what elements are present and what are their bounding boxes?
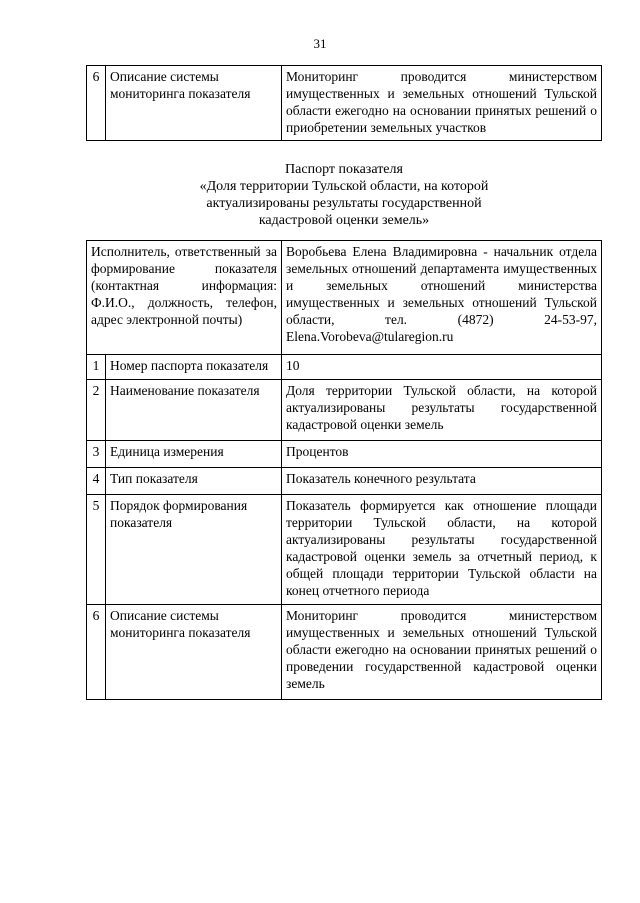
row-label: Тип показателя	[106, 468, 282, 495]
row-number: 6	[87, 605, 106, 700]
row-label: Наименование показателя	[106, 380, 282, 441]
heading-line: кадастровой оценки земель»	[258, 213, 430, 228]
row-number: 2	[87, 380, 106, 441]
row-value: Мониторинг проводится министерством имущественных и земельных отношений Тульской области ежегодно на основании принятых решений о проведении государственной кадастровой оценки земель	[282, 605, 602, 700]
row-value: Процентов	[282, 441, 602, 468]
executor-label: Исполнитель, ответственный за формирование показателя (контактная информация: Ф.И.О., должность, телефон, адрес электронной почты)	[87, 241, 282, 355]
table-row	[87, 495, 602, 605]
page-number: 31	[313, 36, 327, 51]
row-value: Показатель формируется как отношение площади территории Тульской области, на которой актуализированы результаты государственной кадастровой оценки земель за отчетный период, к общей площади территории Тульской области на конец отчетного периода	[282, 495, 602, 605]
passport-table	[86, 240, 602, 700]
table-row	[87, 441, 602, 468]
row-number: 1	[87, 355, 106, 380]
row-number: 4	[87, 468, 106, 495]
table-row	[87, 380, 602, 441]
row-value: 10	[282, 355, 602, 380]
row-label: Описание системы мониторинга показателя	[106, 605, 282, 700]
row-label: Номер паспорта показателя	[106, 355, 282, 380]
row-label: Описание системы мониторинга показателя	[106, 66, 282, 141]
table-row	[87, 355, 602, 380]
row-number: 6	[87, 66, 106, 141]
top-table	[86, 65, 602, 141]
passport-heading	[86, 161, 602, 229]
table-row	[87, 605, 602, 700]
row-number: 5	[87, 495, 106, 605]
table-row	[87, 468, 602, 495]
row-label: Единица измерения	[106, 441, 282, 468]
row-value: Доля территории Тульской области, на которой актуализированы результаты государственной кадастровой оценки земель	[282, 380, 602, 441]
executor-value: Воробьева Елена Владимировна - начальник отдела земельных отношений департамента имущественных и земельных отношений министерства имущественных и земельных отношений Тульской области, тел. (4872) 24-53-97, Elena.Vorobeva@tularegion.ru	[282, 241, 602, 355]
row-number: 3	[87, 441, 106, 468]
table-row	[87, 241, 602, 355]
row-label: Порядок формирования показателя	[106, 495, 282, 605]
heading-line: актуализированы результаты государственной	[206, 196, 482, 211]
heading-line: «Доля территории Тульской области, на которой	[199, 179, 489, 194]
heading-line: Паспорт показателя	[285, 162, 403, 177]
table-row	[87, 66, 602, 141]
row-value: Мониторинг проводится министерством имущественных и земельных отношений Тульской области ежегодно на основании принятых решений о приобретении земельных участков	[282, 66, 602, 141]
row-value: Показатель конечного результата	[282, 468, 602, 495]
